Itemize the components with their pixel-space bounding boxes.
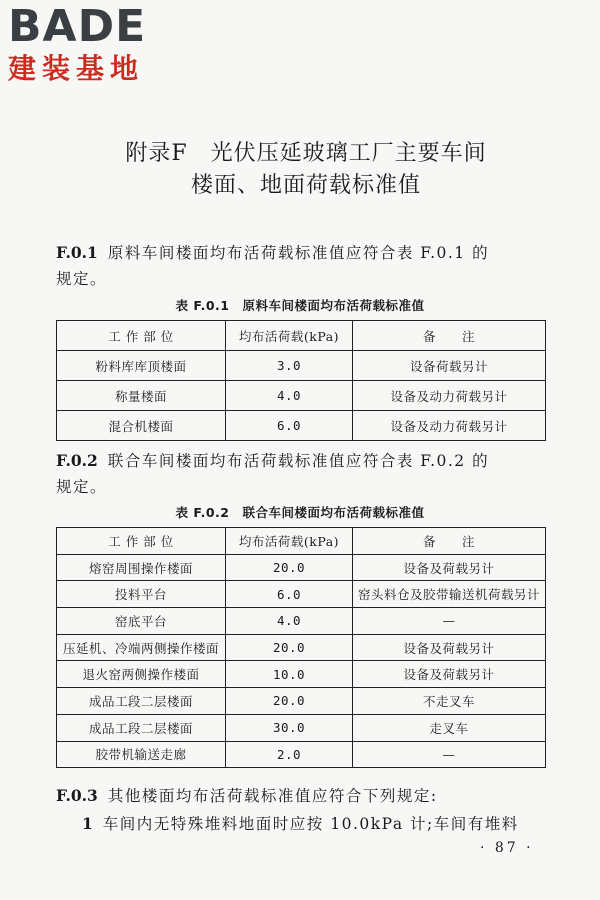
cell-note: 设备荷载另计 (353, 351, 546, 381)
header-load: 均布活荷载(kPa) (226, 528, 353, 555)
cell-note: 设备及动力荷载另计 (353, 411, 546, 441)
cell-location: 称量楼面 (57, 381, 226, 411)
section-f01-text: 原料车间楼面均布活荷载标准值应符合表 F.0.1 的 (107, 244, 490, 262)
cell-note: 设备及荷载另计 (353, 554, 546, 581)
cell-note: 不走叉车 (353, 688, 546, 715)
cell-load: 10.0 (226, 661, 353, 688)
section-f02-text-cont: 规定。 (56, 478, 108, 496)
cell-load: 6.0 (226, 581, 353, 608)
cell-load: 20.0 (226, 554, 353, 581)
header-location: 工 作 部 位 (57, 321, 226, 351)
table-header-row (57, 528, 546, 555)
section-f03-text: 其他楼面均布活荷载标准值应符合下列规定: (107, 787, 438, 805)
cell-note: 窑头料仓及胶带输送机荷载另计 (353, 581, 546, 608)
section-f03-number: F.0.3 (56, 786, 98, 805)
logo-subtitle: 建装基地 (8, 52, 145, 85)
cell-note: 设备及荷载另计 (353, 661, 546, 688)
cell-location: 成品工段二层楼面 (57, 688, 226, 715)
section-f01-number: F.0.1 (56, 243, 98, 262)
table-row (57, 411, 546, 441)
cell-location: 退火窑两侧操作楼面 (57, 661, 226, 688)
cell-load: 30.0 (226, 714, 353, 741)
cell-load: 4.0 (226, 608, 353, 635)
table-row (57, 634, 546, 661)
table-header-row (57, 321, 546, 351)
cell-location: 混合机楼面 (57, 411, 226, 441)
appendix-title-line2: 楼面、地面荷载标准值 (190, 173, 421, 198)
cell-load: 4.0 (226, 381, 353, 411)
table-row (57, 741, 546, 768)
cell-location: 窑底平台 (57, 608, 226, 635)
cell-load: 20.0 (226, 688, 353, 715)
cell-note: 走叉车 (353, 714, 546, 741)
cell-location: 投料平台 (57, 581, 226, 608)
logo-brand: BADE (8, 1, 147, 52)
section-f01-text-cont: 规定。 (56, 270, 108, 288)
table-f01 (56, 320, 546, 441)
section-f03-item1-text: 车间内无特殊堆料地面时应按 10.0kPa 计;车间有堆料 (102, 815, 519, 833)
table-row (57, 351, 546, 381)
table-f02 (56, 527, 546, 768)
cell-location: 成品工段二层楼面 (57, 714, 226, 741)
cell-load: 2.0 (226, 741, 353, 768)
logo (8, 1, 178, 86)
cell-load: 3.0 (226, 351, 353, 381)
section-f03-item1-number: 1 (82, 814, 93, 833)
cell-load: 20.0 (226, 634, 353, 661)
table-row (57, 608, 546, 635)
cell-note: 设备及荷载另计 (353, 634, 546, 661)
section-f02 (56, 448, 552, 500)
table-row (57, 381, 546, 411)
cell-location: 胶带机输送走廊 (57, 741, 226, 768)
table-row (57, 554, 546, 581)
table-f02-caption: 表 F.0.2 联合车间楼面均布活荷载标准值 (175, 505, 425, 520)
table-row (57, 714, 546, 741)
header-load: 均布活荷载(kPa) (226, 321, 353, 351)
section-f02-number: F.0.2 (56, 451, 98, 470)
appendix-title-line1: 附录F 光伏压延玻璃工厂主要车间 (125, 141, 487, 166)
cell-load: 6.0 (226, 411, 353, 441)
table-row (57, 688, 546, 715)
section-f03 (56, 783, 552, 837)
table-row (57, 581, 546, 608)
table-f01-caption: 表 F.0.1 原料车间楼面均布活荷载标准值 (175, 298, 425, 313)
cell-note: — (353, 608, 546, 635)
section-f01 (56, 240, 552, 292)
cell-location: 熔窑周围操作楼面 (57, 554, 226, 581)
header-note: 备 注 (353, 321, 546, 351)
page-number: · 87 · (480, 840, 534, 856)
cell-note: 设备及动力荷载另计 (353, 381, 546, 411)
section-f02-text: 联合车间楼面均布活荷载标准值应符合表 F.0.2 的 (107, 452, 490, 470)
cell-location: 粉料库库顶楼面 (57, 351, 226, 381)
cell-note: — (353, 741, 546, 768)
cell-location: 压延机、冷端两侧操作楼面 (57, 634, 226, 661)
header-location: 工 作 部 位 (57, 528, 226, 555)
header-note: 备 注 (353, 528, 546, 555)
table-row (57, 661, 546, 688)
